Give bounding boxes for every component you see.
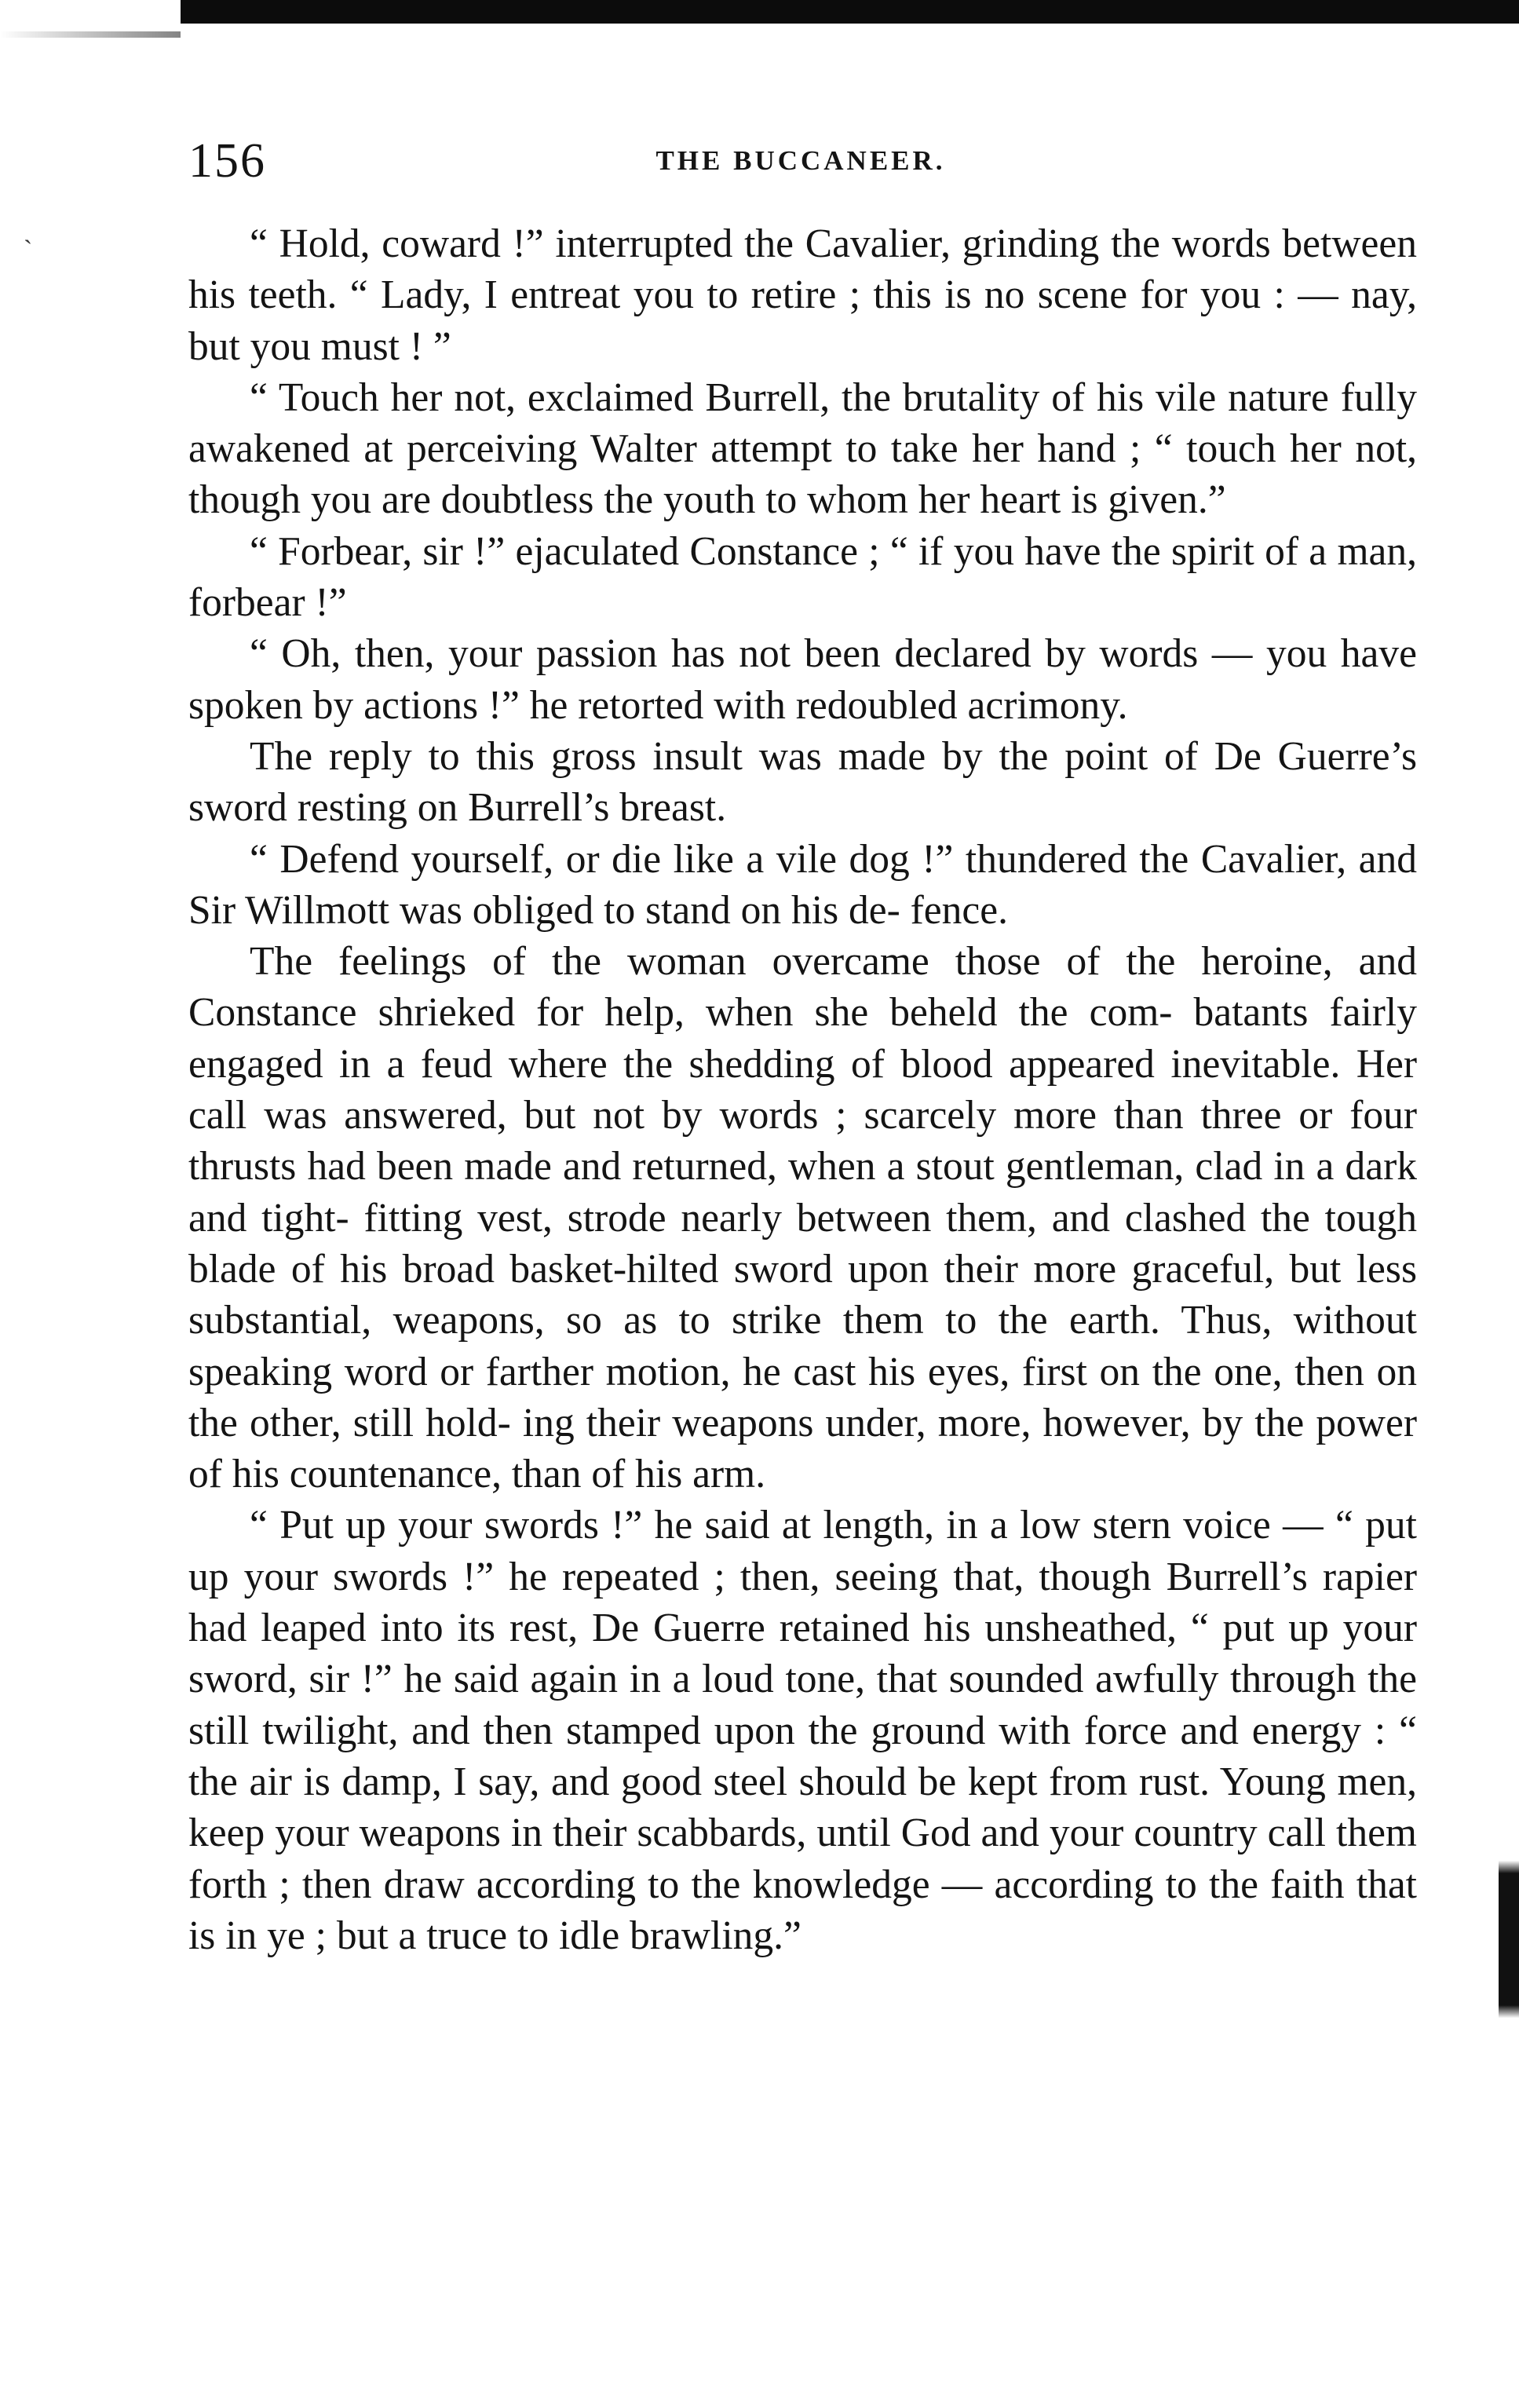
paragraph: “ Hold, coward !” interrupted the Cavalier, grinding the words between his teeth. “ Lady, I entreat you to retire ; this is no scene for you : — nay, but you must ! ” (188, 221, 1417, 369)
top-rule-fade (0, 31, 181, 38)
top-rule (181, 0, 1519, 24)
body-text (188, 218, 1417, 1961)
paragraph: “ Touch her not, exclaimed Burrell, the brutality of his vile nature fully awakened at perceiving Walter attempt to take her hand ; “ touch her not, though you are doubtless the youth to whom her heart is given.” (188, 375, 1417, 523)
margin-tick-mark: ` (24, 236, 33, 265)
page-header (188, 126, 1413, 196)
paragraph: “ Defend yourself, or die like a vile dog !” thundered the Cavalier, and Sir Willmott was obliged to stand on his de- fence. (188, 836, 1417, 933)
paragraph: The reply to this gross insult was made by the point of De Guerre’s sword resting on Burrell’s breast. (188, 733, 1417, 831)
page-edge-mark (1499, 1861, 1519, 2018)
paragraph: “ Put up your swords !” he said at length, in a low stern voice — “ put up your swords !” he repeated ; then, seeing that, though Burrell’s rapier had leaped into its rest, De Guerre retained his unsheathed, “ put up your sword, sir !” he said again in a loud tone, that sounded awfully through the still twilight, and then stamped upon the ground with force and energy : “ the air is damp, I say, and good steel should be kept from rust. Young men, keep your weapons in their scabbards, until God and your country call them forth ; then draw according to the knowledge — according to the faith that is in ye ; but a truce to idle brawling.” (188, 1503, 1417, 1958)
paragraph: The feelings of the woman overcame those of the heroine, and Constance shrieked for help, when she beheld the com- batants fairly engaged in a feud where the shedding of blood appeared inevitable. Her call was answered, but not by words ; scarcely more than three or four thrusts had been made and returned, when a stout gentleman, clad in a dark and tight- fitting vest, strode nearly between them, and clashed the tough blade of his broad basket-hilted sword upon their more graceful, but less substantial, weapons, so as to strike them to the earth. Thus, without speaking word or farther motion, he cast his eyes, first on the one, then on the other, still hold- ing their weapons under, more, however, by the power of his countenance, than of his arm. (188, 939, 1417, 1497)
page-number: 156 (188, 134, 266, 188)
running-head: THE BUCCANEER. (655, 145, 946, 176)
paragraph: “ Forbear, sir !” ejaculated Constance ; “ if you have the spirit of a man, forbear !” (188, 528, 1417, 626)
paragraph: “ Oh, then, your passion has not been declared by words — you have spoken by actions !” he retorted with redoubled acrimony. (188, 631, 1417, 728)
